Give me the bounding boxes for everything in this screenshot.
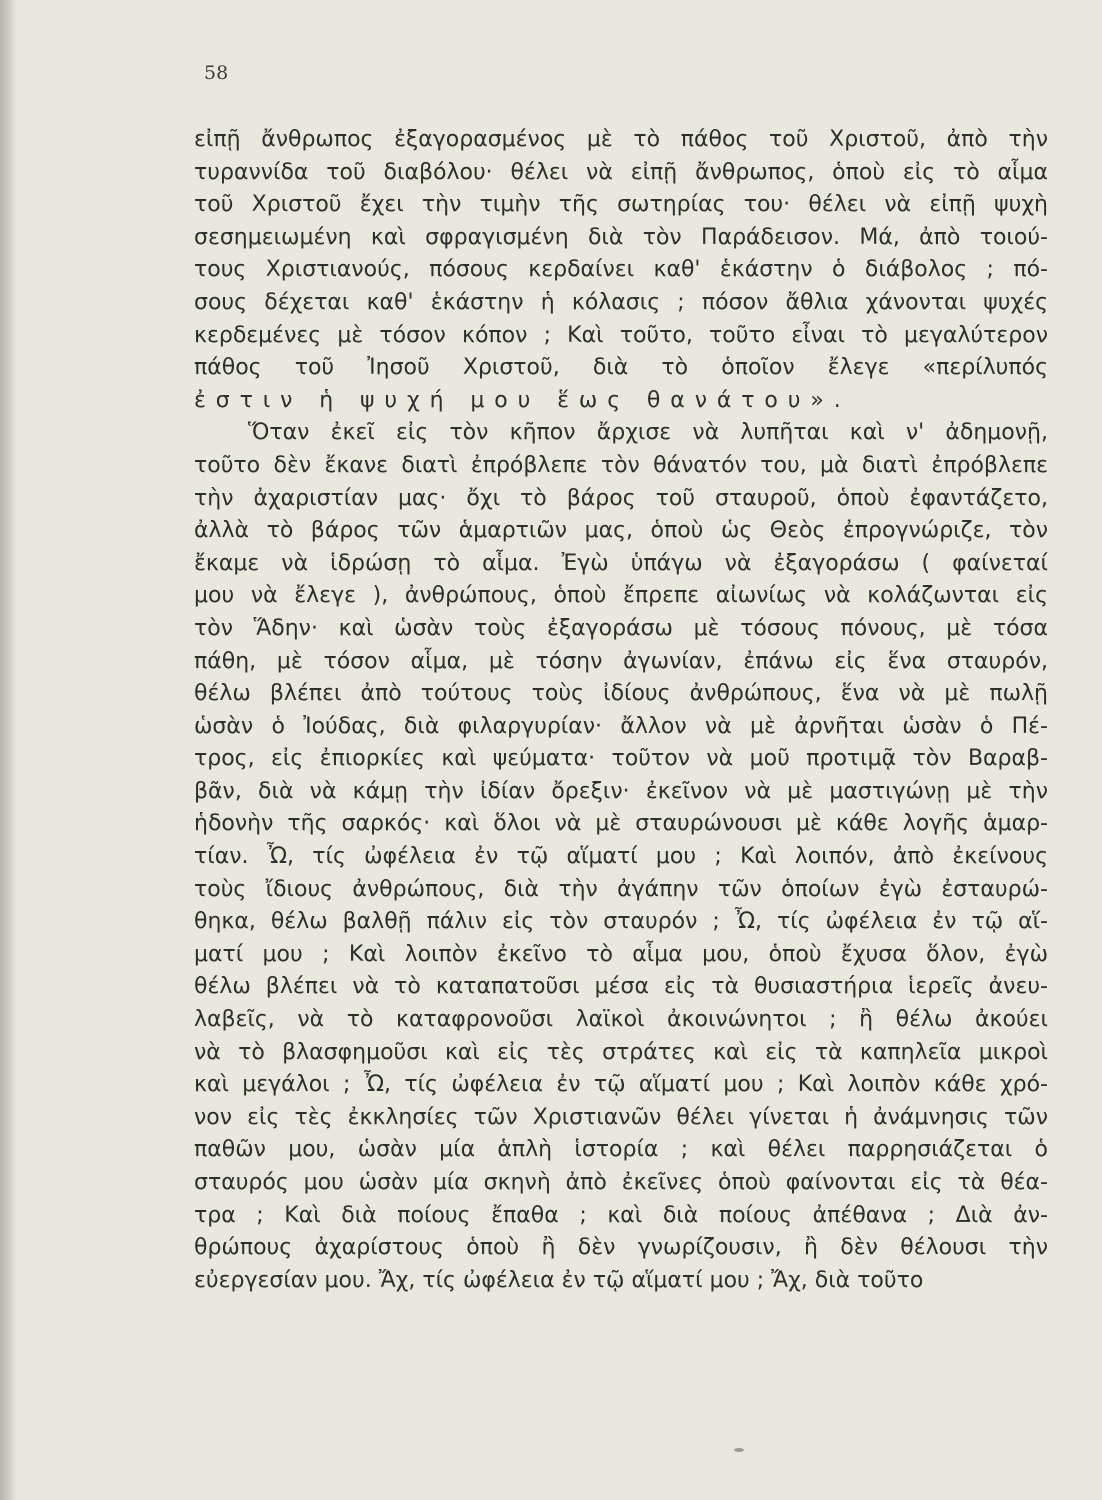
- text-line-29: νὰ τὸ βλασφημοῦσι καὶ εἰς τὲς στράτες καὶ εἰς τὰ καπηλεῖα μικροὶ: [194, 1039, 1048, 1065]
- body-text: [194, 124, 1048, 1297]
- text-line-28: λαβεῖς, νὰ τὸ καταφρονοῦσι λαϊκοὶ ἀκοινώνητοι ; ἢ θέλω ἀκούει: [194, 1007, 1048, 1033]
- text-line-2: τυραννίδα τοῦ διαβόλου· θέλει νὰ εἰπῇ ἄνθρωπος, ὁποὺ εἰς τὸ αἷμα: [194, 159, 1048, 185]
- text-line-36: εὐεργεσίαν μου. Ἄχ, τίς ὠφέλεια ἐν τῷ αἵματί μου ; Ἄχ, διὰ τοῦτο: [194, 1267, 924, 1293]
- book-page: [16, 0, 1102, 1500]
- text-line-18: θέλω βλέπει ἀπὸ τούτους τοὺς ἰδίους ἀνθρώπους, ἕνα νὰ μὲ πωλῇ: [194, 681, 1048, 707]
- page-number: 58: [204, 62, 229, 84]
- text-line-6: σους δέχεται καθ' ἑκάστην ἡ κόλασις ; πόσον ἄθλια χάνονται ψυχές: [194, 289, 1048, 315]
- text-line-3: τοῦ Χριστοῦ ἔχει τὴν τιμὴν τῆς σωτηρίας του· θέλει νὰ εἰπῇ ψυχὴ: [194, 192, 1048, 218]
- text-line-16: τὸν Ἅδην· καὶ ὡσὰν τοὺς ἐξαγοράσω μὲ τόσους πόνους, μὲ τόσα: [194, 615, 1048, 641]
- text-line-20: τρος, εἰς ἐπιορκίες καὶ ψεύματα· τοῦτον νὰ μοῦ προτιμᾷ τὸν Βαραβ-: [194, 746, 1048, 772]
- text-line-14: ἔκαμε νὰ ἱδρώσῃ τὸ αἷμα. Ἐγὼ ὑπάγω νὰ ἐξαγοράσω ( φαίνεταί: [194, 550, 1048, 576]
- text-line-15: μου νὰ ἔλεγε ), ἀνθρώπους, ὁποὺ ἔπρεπε αἰωνίως νὰ κολάζωνται εἰς: [194, 583, 1048, 609]
- text-line-33: σταυρός μου ὡσὰν μία σκηνὴ ἀπὸ ἐκεῖνες ὁποὺ φαίνονται εἰς τὰ θέα-: [194, 1170, 1048, 1195]
- text-line-31: νον εἰς τὲς ἐκκλησίες τῶν Χριστιανῶν θέλει γίνεται ἡ ἀνάμνησις τῶν: [194, 1104, 1048, 1130]
- text-line-8: πάθος τοῦ Ἰησοῦ Χριστοῦ, διὰ τὸ ὁποῖον ἔλεγε «περίλυπός: [194, 355, 1048, 381]
- scan-edge-shadow: [0, 0, 16, 1500]
- text-line-34: τρα ; Καὶ διὰ ποίους ἔπαθα ; καὶ διὰ ποίους ἀπέθανα ; Διὰ ἀν-: [194, 1202, 1048, 1228]
- text-line-7: κερδεμένες μὲ τόσον κόπον ; Καὶ τοῦτο, τοῦτο εἶναι τὸ μεγαλύτερον: [194, 322, 1048, 348]
- text-line-17: πάθη, μὲ τόσον αἷμα, μὲ τόσην ἀγωνίαν, ἐπάνω εἰς ἕνα σταυρόν,: [194, 648, 1048, 674]
- text-line-24: τοὺς ἴδιους ἀνθρώπους, διὰ τὴν ἀγάπην τῶν ὁποίων ἐγὼ ἐσταυρώ-: [194, 876, 1048, 902]
- text-line-30: καὶ μεγάλοι ; Ὦ, τίς ὠφέλεια ἐν τῷ αἵματί μου ; Καὶ λοιπὸν κάθε χρό-: [194, 1072, 1048, 1098]
- ink-spot: [734, 1448, 744, 1452]
- text-line-1: εἰπῇ ἄνθρωπος ἐξαγορασμένος μὲ τὸ πάθος τοῦ Χριστοῦ, ἀπὸ τὴν: [194, 127, 1048, 152]
- text-line-13: ἀλλὰ τὸ βάρος τῶν ἁμαρτιῶν μας, ὁποὺ ὡς Θεὸς ἐπρογνώριζε, τὸν: [194, 518, 1048, 544]
- text-line-27: θέλω βλέπει νὰ τὸ καταπατοῦσι μέσα εἰς τὰ θυσιαστήρια ἱερεῖς ἀνευ-: [194, 974, 1048, 1000]
- text-line-22: ἡδονὴν τῆς σαρκός· καὶ ὅλοι νὰ μὲ σταυρώνουσι μὲ κάθε λογῆς ἁμαρ-: [194, 811, 1048, 837]
- text-line-26: ματί μου ; Καὶ λοιπὸν ἐκεῖνο τὸ αἷμα μου, ὁποὺ ἔχυσα ὅλον, ἐγὼ: [194, 941, 1048, 967]
- text-line-25: θηκα, θέλω βαλθῇ πάλιν εἰς τὸν σταυρόν ; Ὦ, τίς ὠφέλεια ἐν τῷ αἵ-: [194, 909, 1048, 935]
- text-line-12: τὴν ἀχαριστίαν μας· ὄχι τὸ βάρος τοῦ σταυροῦ, ὁποὺ ἐφαντάζετο,: [194, 485, 1048, 511]
- text-line-35: θρώπους ἀχαρίστους ὁποὺ ἢ δὲν γνωρίζουσιν, ἢ δὲν θέλουσι τὴν: [194, 1235, 1048, 1261]
- text-line-19: ὡσὰν ὁ Ἰούδας, διὰ φιλαργυρίαν· ἄλλον νὰ μὲ ἀρνῆται ὡσὰν ὁ Πέ-: [194, 713, 1048, 739]
- text-line-10: Ὅταν ἐκεῖ εἰς τὸν κῆπον ἄρχισε νὰ λυπῆται καὶ ν' ἀδημονῇ,: [248, 420, 1048, 446]
- text-line-32: παθῶν μου, ὡσὰν μία ἁπλὴ ἱστορία ; καὶ θέλει παρρησιάζεται ὁ: [194, 1137, 1048, 1163]
- text-line-11: τοῦτο δὲν ἔκανε διατὶ ἐπρόβλεπε τὸν θάνατόν του, μὰ διατὶ ἐπρόβλεπε: [194, 452, 1048, 478]
- text-line-5: τους Χριστιανούς, πόσους κερδαίνει καθ' ἑκάστην ὁ διάβολος ; πό-: [194, 257, 1048, 283]
- text-line-4: σεσημειωμένη καὶ σφραγισμένη διὰ τὸν Παράδεισον. Μά, ἀπὸ τοιού-: [194, 224, 1048, 250]
- text-line-9: ἐστιν ἡ ψυχή μου ἕως θανάτου».: [194, 387, 851, 413]
- text-line-23: τίαν. Ὦ, τίς ὠφέλεια ἐν τῷ αἵματί μου ; Καὶ λοιπόν, ἀπὸ ἐκείνους: [194, 844, 1048, 870]
- text-line-21: βᾶν, διὰ νὰ κάμῃ τὴν ἰδίαν ὄρεξιν· ἐκεῖνον νὰ μὲ μαστιγώνῃ μὲ τὴν: [194, 778, 1048, 804]
